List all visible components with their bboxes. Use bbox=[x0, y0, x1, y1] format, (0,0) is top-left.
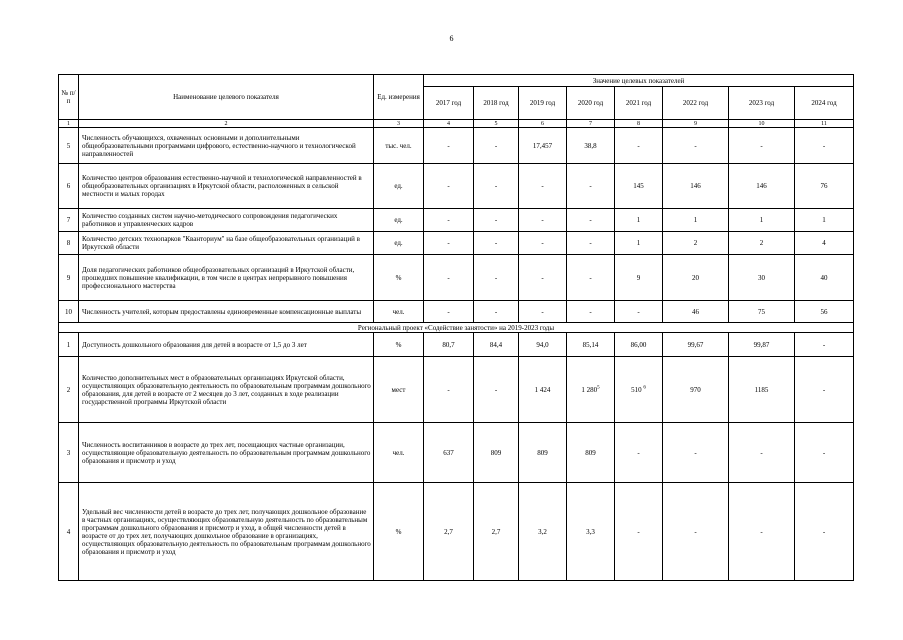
value-text: - bbox=[589, 182, 592, 190]
value-cell bbox=[474, 423, 519, 483]
value-text: - bbox=[637, 307, 640, 316]
indicator-name: Доступность дошкольного образования для детей в возрасте от 1,5 до 3 лет bbox=[79, 333, 374, 357]
value-cell bbox=[615, 423, 663, 483]
value-text: - bbox=[822, 340, 826, 349]
value-text: - bbox=[541, 307, 544, 316]
value-text: 1185 bbox=[754, 385, 769, 394]
value-cell bbox=[424, 128, 474, 164]
value-cell bbox=[424, 232, 474, 255]
value-text: - bbox=[447, 307, 450, 316]
indicator-name: Численность обучающихся, охваченных основными и дополнительными общеобразовательными программами цифрового, естественно-научного и технологической направленностей bbox=[79, 128, 374, 164]
value-text: 2,7 bbox=[444, 527, 453, 536]
table-row bbox=[59, 232, 854, 255]
value-cell bbox=[474, 357, 519, 423]
value-text: 99,67 bbox=[687, 340, 704, 349]
row-number: 5 bbox=[59, 128, 79, 164]
indicator-name: Численность учителей, которым предоставлены единовременные компенсационные выплаты bbox=[79, 301, 374, 323]
indicator-name: Количество созданных систем научно-методического сопровождения педагогических работников и управленческих кадров bbox=[79, 209, 374, 232]
value-text: 809 bbox=[585, 448, 596, 457]
value-text: - bbox=[447, 182, 450, 190]
unit-cell: чел. bbox=[374, 301, 424, 323]
value-text: - bbox=[494, 307, 498, 316]
page-number: 6 bbox=[449, 34, 454, 43]
value-text: 17,457 bbox=[532, 141, 553, 150]
value-cell bbox=[729, 423, 795, 483]
header-year: 2023 год bbox=[729, 87, 795, 120]
header-year: 2020 год bbox=[567, 87, 615, 120]
indicator-name: Количество дополнительных мест в образовательных организациях Иркутской области, осуществляющих образовательную деятельность по образовательным программам дошкольного образования, для детей в возрасте от 2 месяцев до 3 лет, созданных в ходе реализации государственной программы Иркутской области bbox=[79, 357, 374, 423]
value-text: 809 bbox=[490, 448, 502, 457]
value-text: - bbox=[541, 239, 544, 247]
column-index: 6 bbox=[519, 120, 567, 128]
header-year: 2019 год bbox=[519, 87, 567, 120]
row-number: 6 bbox=[59, 164, 79, 209]
value-cell bbox=[519, 301, 567, 323]
value-cell bbox=[567, 483, 615, 581]
value-cell bbox=[729, 301, 795, 323]
value-cell bbox=[615, 301, 663, 323]
unit-cell: ед. bbox=[374, 232, 424, 255]
value-text: 38,8 bbox=[584, 141, 597, 150]
value-text: - bbox=[494, 141, 498, 150]
value-text: 510 bbox=[631, 385, 642, 394]
column-index: 5 bbox=[474, 120, 519, 128]
value-text: 56 bbox=[820, 307, 828, 316]
value-cell bbox=[729, 209, 795, 232]
indicator-name: Численность воспитанников в возрасте до трех лет, посещающих частные организации, осуществляющие образовательную деятельность по образовательным программам дошкольного образования и присмотр и уход bbox=[79, 423, 374, 483]
unit-cell: % bbox=[374, 333, 424, 357]
value-cell bbox=[795, 357, 854, 423]
value-text: - bbox=[447, 385, 450, 394]
value-text: 30 bbox=[758, 273, 765, 282]
unit-cell: ед. bbox=[374, 209, 424, 232]
value-cell bbox=[567, 357, 615, 423]
header-year: 2017 год bbox=[424, 87, 474, 120]
value-cell bbox=[663, 483, 729, 581]
value-text: - bbox=[637, 141, 640, 150]
column-index: 3 bbox=[374, 120, 424, 128]
value-cell bbox=[615, 209, 663, 232]
value-text: - bbox=[694, 527, 697, 536]
value-cell bbox=[729, 232, 795, 255]
value-text: - bbox=[589, 216, 592, 224]
indicator-name: Доля педагогических работников общеобразовательных организаций в Иркутской области, прошедших повышение квалификации, в том числе в центрах непрерывного повышения профессионального мастерства bbox=[79, 255, 374, 301]
footnote-mark: 5 bbox=[597, 385, 600, 391]
value-cell bbox=[519, 483, 567, 581]
value-text: 9 bbox=[636, 273, 641, 282]
value-cell bbox=[424, 423, 474, 483]
value-text: - bbox=[589, 307, 592, 316]
value-text: - bbox=[494, 385, 498, 394]
column-index: 11 bbox=[795, 120, 854, 128]
table-row bbox=[59, 128, 854, 164]
value-cell bbox=[519, 164, 567, 209]
value-cell bbox=[615, 357, 663, 423]
value-text: - bbox=[637, 527, 640, 536]
value-cell bbox=[663, 255, 729, 301]
value-text: - bbox=[589, 239, 592, 247]
unit-cell: % bbox=[374, 255, 424, 301]
value-cell bbox=[663, 357, 729, 423]
value-text: 146 bbox=[756, 182, 767, 190]
value-cell bbox=[474, 483, 519, 581]
value-cell bbox=[729, 255, 795, 301]
column-index: 4 bbox=[424, 120, 474, 128]
table-row bbox=[59, 357, 854, 423]
value-cell bbox=[424, 209, 474, 232]
value-text: 75 bbox=[758, 307, 765, 316]
section-row bbox=[59, 323, 854, 333]
value-text: - bbox=[494, 182, 498, 190]
header-num: № п/п bbox=[59, 75, 79, 120]
table-row bbox=[59, 255, 854, 301]
value-cell bbox=[519, 255, 567, 301]
value-text: - bbox=[541, 182, 544, 190]
value-cell bbox=[729, 333, 795, 357]
value-cell bbox=[615, 483, 663, 581]
value-text: - bbox=[694, 141, 697, 150]
value-cell bbox=[567, 164, 615, 209]
value-cell bbox=[567, 209, 615, 232]
value-text: - bbox=[494, 273, 498, 282]
header-year: 2018 год bbox=[474, 87, 519, 120]
value-text: 145 bbox=[633, 182, 644, 190]
value-text: 1 bbox=[822, 216, 826, 224]
value-cell bbox=[474, 255, 519, 301]
section-title: Региональный проект «Содействие занятости» на 2019-2023 годы bbox=[59, 323, 854, 333]
value-cell bbox=[474, 164, 519, 209]
value-text: 99,87 bbox=[753, 340, 770, 349]
column-index-row bbox=[59, 120, 854, 128]
unit-cell: тыс. чел. bbox=[374, 128, 424, 164]
value-cell bbox=[663, 423, 729, 483]
value-cell bbox=[424, 333, 474, 357]
value-cell bbox=[795, 164, 854, 209]
value-cell bbox=[615, 164, 663, 209]
value-cell bbox=[615, 128, 663, 164]
value-text: - bbox=[822, 527, 826, 536]
value-text: - bbox=[447, 141, 450, 150]
value-cell bbox=[663, 333, 729, 357]
value-text: 970 bbox=[690, 385, 701, 394]
row-number: 9 bbox=[59, 255, 79, 301]
value-text: 1 bbox=[693, 216, 698, 224]
value-cell bbox=[519, 333, 567, 357]
value-text: 2,7 bbox=[491, 527, 501, 536]
value-cell bbox=[567, 255, 615, 301]
value-text: 86,00 bbox=[630, 340, 647, 349]
value-cell bbox=[474, 232, 519, 255]
table-row bbox=[59, 301, 854, 323]
row-number: 8 bbox=[59, 232, 79, 255]
value-cell bbox=[519, 209, 567, 232]
value-cell bbox=[474, 301, 519, 323]
indicator-name: Количество центров образования естественно-научной и технологической направленностей в общеобразовательных организациях в Иркутской области, расположенных в сельской местности и малых городах bbox=[79, 164, 374, 209]
row-number: 10 bbox=[59, 301, 79, 323]
value-text: - bbox=[694, 448, 697, 457]
value-text: - bbox=[589, 273, 592, 282]
value-cell bbox=[424, 483, 474, 581]
value-cell bbox=[795, 232, 854, 255]
unit-cell: ед. bbox=[374, 164, 424, 209]
value-cell bbox=[729, 128, 795, 164]
value-cell bbox=[424, 255, 474, 301]
header-unit: Ед. измерения bbox=[374, 75, 424, 120]
row-number: 4 bbox=[59, 483, 79, 581]
header-year: 2024 год bbox=[795, 87, 854, 120]
header-year: 2022 год bbox=[663, 87, 729, 120]
value-text: - bbox=[541, 273, 544, 282]
value-cell bbox=[424, 357, 474, 423]
value-text: 146 bbox=[690, 182, 701, 190]
value-text: - bbox=[541, 216, 544, 224]
targets-table bbox=[58, 74, 854, 581]
value-text: - bbox=[760, 448, 763, 457]
value-text: 3,2 bbox=[538, 527, 547, 536]
value-text: 4 bbox=[822, 239, 826, 247]
value-cell bbox=[519, 357, 567, 423]
value-text: - bbox=[447, 239, 450, 247]
unit-cell: % bbox=[374, 483, 424, 581]
value-cell bbox=[729, 357, 795, 423]
value-text: 94,0 bbox=[536, 340, 549, 349]
value-text: 20 bbox=[692, 273, 699, 282]
value-text: 76 bbox=[820, 182, 828, 190]
row-number: 3 bbox=[59, 423, 79, 483]
value-cell bbox=[663, 209, 729, 232]
value-text: 1 bbox=[636, 216, 641, 224]
value-cell bbox=[795, 301, 854, 323]
value-text: 46 bbox=[692, 307, 699, 316]
value-text: - bbox=[822, 448, 826, 457]
value-text: - bbox=[760, 141, 763, 150]
value-cell bbox=[474, 333, 519, 357]
value-cell bbox=[567, 301, 615, 323]
value-cell bbox=[729, 483, 795, 581]
value-cell bbox=[424, 301, 474, 323]
table-row bbox=[59, 483, 854, 581]
value-text: - bbox=[822, 385, 826, 394]
column-index: 7 bbox=[567, 120, 615, 128]
value-cell bbox=[567, 333, 615, 357]
value-text: 3,3 bbox=[586, 527, 595, 536]
value-cell bbox=[795, 333, 854, 357]
value-text: 637 bbox=[443, 448, 454, 457]
value-cell bbox=[615, 255, 663, 301]
value-cell bbox=[615, 333, 663, 357]
value-cell bbox=[519, 128, 567, 164]
value-cell bbox=[474, 128, 519, 164]
column-index: 1 bbox=[59, 120, 79, 128]
value-cell bbox=[615, 232, 663, 255]
row-number: 2 bbox=[59, 357, 79, 423]
value-text: - bbox=[637, 448, 640, 457]
table-row bbox=[59, 209, 854, 232]
value-cell bbox=[519, 232, 567, 255]
footnote-mark: 6 bbox=[643, 385, 646, 391]
column-index: 2 bbox=[79, 120, 374, 128]
value-cell bbox=[519, 423, 567, 483]
column-index: 10 bbox=[729, 120, 795, 128]
indicator-name: Количество детских технопарков "Кванториум" на базе общеобразовательных организаций в Иркутской области bbox=[79, 232, 374, 255]
column-index: 9 bbox=[663, 120, 729, 128]
row-number: 7 bbox=[59, 209, 79, 232]
value-text: 85,14 bbox=[582, 340, 599, 349]
value-cell bbox=[567, 423, 615, 483]
header-name: Наименование целевого показателя bbox=[79, 75, 374, 120]
value-text: 809 bbox=[537, 448, 548, 457]
value-text: 84,4 bbox=[489, 340, 503, 349]
value-text: 2 bbox=[759, 239, 764, 247]
value-cell bbox=[729, 164, 795, 209]
table-row bbox=[59, 333, 854, 357]
value-cell bbox=[424, 164, 474, 209]
value-text: - bbox=[447, 273, 450, 282]
value-text: 1 424 bbox=[534, 385, 551, 394]
header-year: 2021 год bbox=[615, 87, 663, 120]
value-text: - bbox=[822, 141, 826, 150]
value-cell bbox=[567, 128, 615, 164]
value-cell bbox=[663, 128, 729, 164]
value-text: 80,7 bbox=[442, 340, 455, 349]
indicator-name: Удельный вес численности детей в возрасте до трех лет, получающих дошкольное образование в частных организациях, осуществляющих образовательную деятельность по образовательным программам дошкольного образования и присмотр и уход, в общей численности детей в возрасте от до трех лет, получающих дошкольное образование в организациях, осуществляющих образовательную деятельность по образовательным программам дошкольного образования и присмотр и уход bbox=[79, 483, 374, 581]
value-text: - bbox=[494, 239, 498, 247]
value-text: 1 280 bbox=[581, 385, 598, 394]
value-text: 2 bbox=[693, 239, 698, 247]
row-number: 1 bbox=[59, 333, 79, 357]
value-text: 1 bbox=[759, 216, 764, 224]
header-values-group: Значение целевых показателей bbox=[424, 75, 854, 87]
value-cell bbox=[795, 483, 854, 581]
unit-cell: чел. bbox=[374, 423, 424, 483]
unit-cell: мест bbox=[374, 357, 424, 423]
value-cell bbox=[474, 209, 519, 232]
value-cell bbox=[795, 255, 854, 301]
table-row bbox=[59, 423, 854, 483]
value-text: - bbox=[447, 216, 450, 224]
value-text: 1 bbox=[636, 239, 641, 247]
value-cell bbox=[795, 128, 854, 164]
value-cell bbox=[663, 164, 729, 209]
value-text: 40 bbox=[820, 273, 828, 282]
value-text: - bbox=[760, 527, 763, 536]
table-row bbox=[59, 164, 854, 209]
value-cell bbox=[567, 232, 615, 255]
column-index: 8 bbox=[615, 120, 663, 128]
value-cell bbox=[663, 301, 729, 323]
value-cell bbox=[795, 209, 854, 232]
value-cell bbox=[795, 423, 854, 483]
value-text: - bbox=[494, 216, 498, 224]
value-cell bbox=[663, 232, 729, 255]
